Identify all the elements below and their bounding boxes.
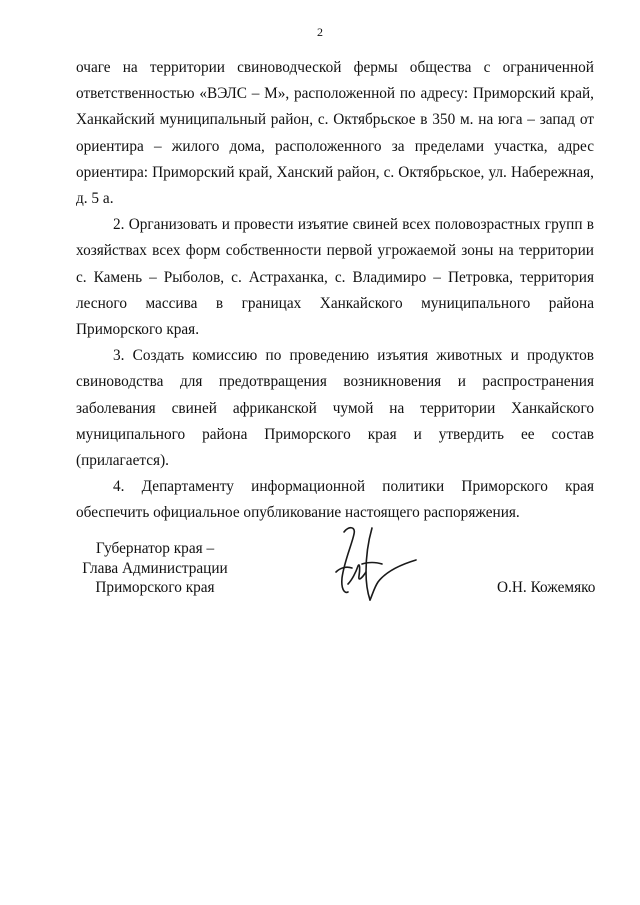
paragraph-item-2: 2. Организовать и провести изъятие свиней всех половозрастных групп в хозяйствах всех форм собственности первой угрожаемой зоны на территории с. Камень – Рыболов, с. Астраханка, с. Владимиро – Петровка, территория лесного массива в границах Ханкайского муниципального района Приморского края. — [76, 216, 594, 339]
signer-position-line-3: Приморского края — [95, 579, 215, 596]
page-number: 2 — [317, 25, 323, 39]
paragraph-item-4: 4. Департаменту информационной политики Приморского края обеспечить официальное опубликование настоящего распоряжения. — [76, 478, 594, 522]
handwritten-signature — [326, 522, 418, 604]
signer-position-line-1: Губернатор края – — [95, 540, 215, 557]
signer-name: О.Н. Кожемяко — [497, 579, 596, 596]
signer-position-line-2: Глава Администрации — [82, 559, 228, 577]
paragraph-item-3: 3. Создать комиссию по проведению изъятия животных и продуктов свиноводства для предотвращения возникновения и распространения заболевания свиней африканской чумой на территории Ханкайского муниципального района Приморского края и утвердить ее состав (прилагается). — [76, 347, 594, 470]
signer-position — [70, 539, 240, 598]
paragraph-continuation: очаге на территории свиноводческой фермы общества с ограниченной ответственностью «ВЭЛС – М», расположенной по адресу: Приморский край, Ханкайский муниципальный район, с. Октябрьское в 350 м. на юга – запад от ориентира – жилого дома, расположенного за пределами участка, адрес ориентира: Приморский край, Ханский район, с. Октябрьское, ул. Набережная, д. 5 а. — [76, 59, 594, 208]
